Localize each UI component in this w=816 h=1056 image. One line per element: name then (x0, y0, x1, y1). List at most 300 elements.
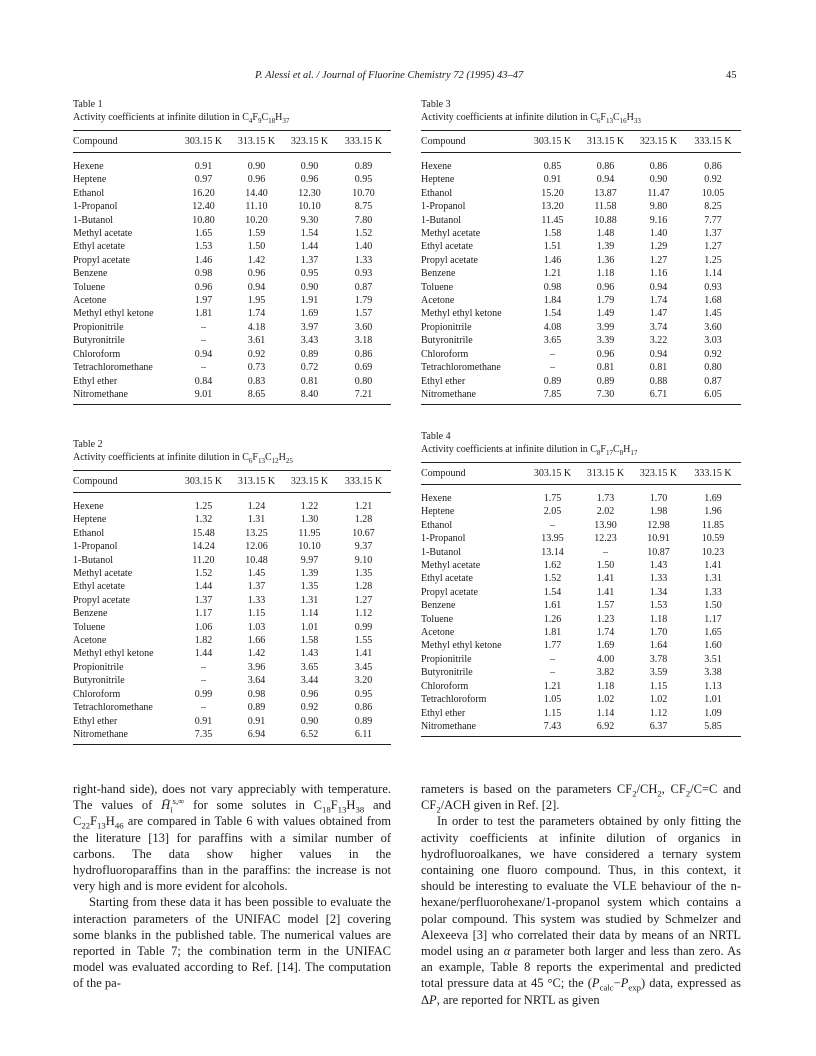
value-cell: 0.91 (194, 161, 213, 172)
value-cell: 0.96 (300, 174, 319, 186)
data-table (421, 130, 741, 405)
value-cell: 0.93 (354, 268, 373, 280)
value-cell: 1.27 (354, 594, 373, 606)
table-label: Table 1 (73, 99, 103, 110)
compound-cell: Toluene (73, 621, 106, 633)
value-cell: 3.18 (354, 335, 373, 347)
value-cell: 0.83 (247, 375, 266, 387)
table-row (73, 554, 391, 567)
value-cell: 1.17 (704, 613, 722, 625)
value-cell: – (201, 661, 206, 673)
table-row (421, 720, 741, 737)
value-cell: 0.90 (300, 161, 319, 172)
data-table (73, 470, 391, 745)
compound-cell: Hexene (73, 501, 104, 512)
value-cell: 11.10 (245, 201, 268, 213)
value-cell: 0.73 (247, 362, 266, 374)
compound-cell: Propyl acetate (421, 586, 478, 598)
value-cell: 1.44 (300, 241, 319, 253)
value-cell: 0.99 (354, 621, 373, 633)
value-cell: 7.77 (704, 214, 722, 226)
compound-cell: Butyronitrile (73, 335, 125, 347)
compound-cell: Tetrachloroform (421, 694, 487, 706)
value-cell: 0.86 (704, 161, 722, 172)
table-row (73, 621, 391, 634)
table-caption: Activity coefficients at infinite dilution in $C_8F_{17}C_8H_{17}$ (421, 444, 638, 457)
value-cell: 9.16 (649, 214, 668, 226)
value-cell: 1.35 (300, 581, 319, 593)
table-row (421, 200, 741, 213)
value-cell: 0.87 (354, 281, 373, 293)
value-cell: 1.45 (247, 568, 266, 580)
column-header: 313.15 K (237, 136, 276, 147)
compound-cell: 1-Butanol (421, 546, 461, 558)
compound-cell: Nitromethane (73, 388, 128, 400)
value-cell: 1.77 (543, 640, 562, 652)
value-cell: 0.81 (649, 362, 668, 374)
compound-cell: Toluene (73, 281, 106, 293)
value-cell: 0.85 (543, 161, 562, 172)
value-cell: 1.27 (704, 241, 722, 253)
value-cell: – (201, 321, 206, 333)
value-cell: 1.39 (300, 568, 319, 580)
compound-cell: 1-Butanol (73, 214, 113, 226)
value-cell: 10.48 (245, 554, 268, 566)
compound-cell: Chloroform (73, 348, 121, 360)
value-cell: 1.59 (247, 228, 266, 240)
value-cell: 0.96 (194, 281, 213, 293)
value-cell: 9.01 (194, 388, 213, 400)
value-cell: – (201, 362, 206, 374)
paragraph: Starting from these data it has been possible to evaluate the interaction parameters of the UNIFAC model [2] covering some blanks in the published table. The numerical values are reported in Table 7; the combination term in the UNIFAC model was evaluated according to Ref. [14]. The computation of the pa- (73, 895, 391, 991)
value-cell: 1.16 (649, 268, 668, 280)
compound-cell: Acetone (421, 627, 455, 639)
value-cell: 3.22 (649, 335, 668, 347)
column-header: Compound (73, 136, 118, 147)
value-cell: 1.57 (354, 308, 373, 320)
table-row (421, 254, 741, 267)
value-cell: 6.37 (649, 720, 668, 732)
value-cell: 10.91 (647, 533, 670, 545)
value-cell: 0.95 (300, 268, 319, 280)
value-cell: 1.33 (704, 586, 722, 598)
value-cell: 0.96 (300, 688, 319, 700)
compound-cell: Ethyl acetate (73, 581, 125, 593)
table-row (73, 267, 391, 280)
value-cell: 0.98 (543, 281, 562, 293)
table-row (73, 173, 391, 186)
value-cell: 14.24 (192, 541, 215, 553)
value-cell: 1.53 (649, 600, 668, 612)
compound-cell: 1-Propanol (421, 201, 466, 213)
table-row (73, 647, 391, 660)
value-cell: 1.74 (247, 308, 266, 320)
value-cell: 0.86 (649, 161, 668, 172)
value-cell: 4.08 (543, 321, 562, 333)
value-cell: 1.31 (300, 594, 319, 606)
value-cell: 1.40 (354, 241, 373, 253)
table-row (421, 348, 741, 361)
table-row (73, 728, 391, 745)
value-cell: 0.92 (300, 702, 319, 714)
value-cell: 1.54 (543, 586, 562, 598)
value-cell: 1.01 (300, 621, 319, 633)
column-header: 303.15 K (533, 136, 572, 147)
value-cell: 1.69 (596, 640, 615, 652)
value-cell: 10.67 (352, 527, 375, 539)
value-cell: 11.47 (647, 187, 670, 199)
value-cell: 13.87 (594, 187, 617, 199)
table-row (73, 388, 391, 405)
value-cell: 1.33 (247, 594, 266, 606)
value-cell: 1.68 (704, 295, 722, 307)
table-row (421, 294, 741, 307)
value-cell: 0.92 (704, 174, 722, 186)
table-2 (73, 439, 391, 745)
value-cell: 6.71 (649, 388, 668, 400)
value-cell: 1.02 (596, 694, 615, 706)
value-cell: 2.05 (543, 506, 562, 518)
value-cell: 1.43 (649, 560, 668, 572)
value-cell: 0.86 (354, 702, 373, 714)
table-row (421, 613, 741, 626)
value-cell: 1.62 (543, 560, 562, 572)
compound-cell: Toluene (421, 281, 454, 293)
value-cell: 1.36 (596, 254, 615, 266)
value-cell: 0.95 (354, 174, 373, 186)
value-cell: 1.73 (596, 493, 615, 504)
value-cell: 10.23 (701, 546, 725, 558)
compound-cell: Propyl acetate (73, 594, 130, 606)
value-cell: 3.82 (596, 667, 615, 679)
value-cell: 0.89 (354, 161, 373, 172)
value-cell: 1.44 (194, 581, 213, 593)
value-cell: 6.11 (354, 728, 373, 740)
table-row (73, 580, 391, 593)
table-row (73, 661, 391, 674)
value-cell: 1.21 (543, 268, 562, 280)
column-header: 323.15 K (290, 136, 329, 147)
value-cell: 0.92 (247, 348, 266, 360)
value-cell: 0.86 (596, 161, 615, 172)
value-cell: 3.59 (649, 667, 668, 679)
column-header: 323.15 K (639, 468, 678, 479)
table-row (73, 348, 391, 361)
table-row (73, 153, 391, 174)
compound-cell: 1-Butanol (421, 214, 461, 226)
value-cell: 0.95 (354, 688, 373, 700)
value-cell: 0.81 (596, 362, 615, 374)
value-cell: 1.70 (649, 493, 668, 504)
value-cell: 12.30 (298, 187, 321, 199)
value-cell: 0.86 (354, 348, 373, 360)
value-cell: 1.18 (596, 268, 615, 280)
table-row (421, 173, 741, 186)
value-cell: – (201, 675, 206, 687)
table-row (421, 240, 741, 253)
value-cell: 13.90 (594, 519, 617, 531)
value-cell: 7.35 (194, 728, 213, 740)
table-row (421, 153, 741, 174)
compound-cell: Propionitrile (421, 653, 472, 665)
compound-cell: Benzene (73, 608, 108, 620)
value-cell: 1.25 (704, 254, 722, 266)
value-cell: 6.52 (300, 728, 319, 740)
value-cell: 0.91 (247, 715, 266, 727)
value-cell: 0.81 (300, 375, 319, 387)
value-cell: 0.90 (247, 161, 266, 172)
compound-cell: Ethyl acetate (73, 241, 125, 253)
value-cell: 1.33 (354, 254, 373, 266)
value-cell: 10.10 (298, 201, 321, 213)
table-row (421, 639, 741, 652)
value-cell: 4.18 (247, 321, 266, 333)
table-row (73, 674, 391, 687)
compound-cell: Chloroform (73, 688, 121, 700)
value-cell: 1.79 (354, 295, 373, 307)
value-cell: 1.47 (649, 308, 668, 320)
value-cell: 0.98 (247, 688, 266, 700)
table-row (421, 653, 741, 666)
value-cell: 1.65 (194, 228, 213, 240)
value-cell: 12.40 (192, 201, 215, 213)
value-cell: 1.50 (704, 600, 722, 612)
table-row (73, 594, 391, 607)
value-cell: 1.49 (596, 308, 615, 320)
value-cell: 1.18 (596, 680, 615, 692)
value-cell: 3.65 (543, 335, 562, 347)
value-cell: 0.80 (354, 375, 373, 387)
value-cell: – (603, 546, 608, 558)
compound-cell: Propionitrile (73, 661, 124, 673)
column-header: 313.15 K (586, 136, 625, 147)
value-cell: 7.30 (596, 388, 615, 400)
value-cell: 1.26 (543, 613, 562, 625)
compound-cell: Toluene (421, 613, 454, 625)
value-cell: 15.20 (541, 187, 564, 199)
value-cell: 12.23 (594, 533, 617, 545)
value-cell: 4.00 (596, 653, 615, 665)
value-cell: 0.94 (649, 281, 668, 293)
value-cell: 8.40 (300, 388, 319, 400)
value-cell: 1.43 (300, 648, 319, 660)
compound-cell: Ethanol (73, 187, 105, 199)
value-cell: 3.65 (300, 661, 319, 673)
table-label: Table 2 (73, 439, 103, 450)
value-cell: 1.30 (300, 514, 319, 526)
value-cell: 1.24 (247, 501, 266, 512)
compound-cell: Methyl ethyl ketone (421, 640, 502, 652)
value-cell: 9.30 (300, 214, 319, 226)
compound-cell: Nitromethane (421, 388, 476, 400)
value-cell: – (550, 362, 555, 374)
value-cell: 0.93 (704, 281, 722, 293)
value-cell: 0.94 (247, 281, 266, 293)
column-header: 333.15 K (694, 468, 732, 479)
compound-cell: Ethyl ether (73, 375, 118, 387)
table-row (73, 294, 391, 307)
value-cell: 7.43 (543, 720, 562, 732)
column-header: 333.15 K (694, 136, 732, 147)
value-cell: 1.53 (194, 241, 213, 253)
column-header: 323.15 K (290, 476, 329, 487)
table-row (73, 281, 391, 294)
compound-cell: Butyronitrile (421, 335, 473, 347)
table-row (73, 307, 391, 320)
table-row (73, 493, 391, 514)
compound-cell: Ethanol (421, 187, 453, 199)
value-cell: 10.80 (192, 214, 215, 226)
value-cell: 0.94 (596, 174, 615, 186)
value-cell: 0.97 (194, 174, 213, 186)
value-cell: 3.61 (247, 335, 266, 347)
table-row (421, 281, 741, 294)
value-cell: 1.23 (596, 613, 615, 625)
value-cell: 7.80 (354, 214, 373, 226)
value-cell: 8.75 (354, 201, 373, 213)
table-row (73, 715, 391, 728)
value-cell: 1.60 (704, 640, 722, 652)
compound-cell: Methyl acetate (73, 568, 133, 580)
table-row (73, 254, 391, 267)
compound-cell: Nitromethane (421, 720, 476, 732)
value-cell: 1.25 (194, 501, 213, 512)
value-cell: 1.58 (543, 228, 562, 240)
value-cell: 1.54 (300, 228, 319, 240)
table-row (421, 532, 741, 545)
column-header: 303.15 K (184, 136, 223, 147)
value-cell: 0.87 (704, 375, 722, 387)
value-cell: 1.48 (596, 228, 615, 240)
value-cell: 3.44 (300, 675, 319, 687)
column-header: Compound (421, 468, 466, 479)
table-row (421, 586, 741, 599)
column-header: 313.15 K (237, 476, 276, 487)
compound-cell: Tetrachloromethane (73, 702, 153, 714)
table-row (421, 599, 741, 612)
compound-cell: Propyl acetate (421, 254, 478, 266)
table-row (421, 361, 741, 374)
value-cell: 3.60 (354, 321, 373, 333)
table-row (421, 485, 741, 506)
compound-cell: Nitromethane (73, 728, 128, 740)
data-table (73, 130, 391, 405)
value-cell: 13.25 (245, 527, 268, 539)
value-cell: 1.37 (704, 228, 722, 240)
value-cell: 1.61 (543, 600, 562, 612)
compound-cell: Propionitrile (421, 321, 472, 333)
value-cell: 6.92 (596, 720, 615, 732)
table-caption: Activity coefficients at infinite dilution in $C_4F_9C_{18}H_{37}$ (73, 112, 290, 125)
table-row (421, 572, 741, 585)
value-cell: 1.14 (596, 707, 615, 719)
value-cell: 8.25 (704, 201, 722, 213)
value-cell: 1.14 (300, 608, 319, 620)
paragraph: right-hand side), does not vary appreciably with temperature. The values of $H̄_i^{s,\infty}$ for some solutes in $C_{18}F_{13}H_{38}$ and $C_{22}F_{13}H_{46}$ are compared in Table 6 with values obtained from the literature [13] for paraffins with a similar number of carbons. The data show higher values in the hydrofluoroparaffins than in the paraffins: the increase is not very high and is more evident for alcohols. (73, 782, 391, 894)
value-cell: 1.97 (194, 295, 213, 307)
value-cell: 1.21 (354, 501, 373, 512)
journal-citation: P. Alessi et al. / Journal of Fluorine Chemistry 72 (1995) 43–47 (255, 70, 524, 81)
value-cell: 3.74 (649, 321, 668, 333)
value-cell: 1.28 (354, 581, 373, 593)
column-header: 303.15 K (184, 476, 223, 487)
value-cell: – (550, 519, 555, 531)
data-table (421, 462, 741, 737)
table-row (421, 334, 741, 347)
value-cell: 1.64 (649, 640, 668, 652)
value-cell: 1.02 (649, 694, 668, 706)
table-row (421, 227, 741, 240)
value-cell: 1.05 (543, 694, 562, 706)
value-cell: 1.39 (596, 241, 615, 253)
value-cell: 1.40 (649, 228, 668, 240)
value-cell: 0.88 (649, 375, 668, 387)
compound-cell: Ethyl ether (421, 707, 466, 719)
column-header: 313.15 K (586, 468, 625, 479)
value-cell: 11.58 (594, 201, 617, 213)
value-cell: 1.55 (354, 635, 373, 647)
value-cell: 1.18 (649, 613, 668, 625)
column-header: 303.15 K (533, 468, 572, 479)
value-cell: 10.20 (245, 214, 268, 226)
value-cell: 1.09 (704, 707, 722, 719)
compound-cell: Ethyl ether (73, 715, 118, 727)
compound-cell: Heptene (421, 174, 455, 186)
value-cell: 0.90 (300, 281, 319, 293)
value-cell: 1.33 (649, 573, 668, 585)
value-cell: 1.46 (543, 254, 562, 266)
value-cell: 10.88 (594, 214, 617, 226)
compound-cell: Butyronitrile (421, 667, 473, 679)
value-cell: 1.52 (354, 228, 373, 240)
value-cell: 1.13 (704, 680, 722, 692)
value-cell: 9.10 (354, 554, 373, 566)
compound-cell: Ethyl ether (421, 375, 466, 387)
table-row (421, 546, 741, 559)
value-cell: 1.31 (704, 573, 722, 585)
compound-cell: Ethanol (73, 527, 105, 539)
compound-cell: Hexene (73, 161, 104, 172)
value-cell: 1.06 (194, 621, 213, 633)
compound-cell: Heptene (73, 174, 107, 186)
table-row (421, 388, 741, 405)
value-cell: 1.70 (649, 627, 668, 639)
value-cell: 1.15 (543, 707, 562, 719)
value-cell: 1.46 (194, 254, 213, 266)
value-cell: 6.94 (247, 728, 266, 740)
value-cell: 0.91 (543, 174, 562, 186)
table-row (73, 540, 391, 553)
compound-cell: Hexene (421, 161, 452, 172)
value-cell: 10.05 (701, 187, 725, 199)
compound-cell: Methyl ethyl ketone (73, 648, 154, 660)
table-row (73, 321, 391, 334)
value-cell: – (550, 667, 555, 679)
value-cell: 0.89 (300, 348, 319, 360)
value-cell: 1.79 (596, 295, 615, 307)
compound-cell: Methyl ethyl ketone (73, 308, 154, 320)
value-cell: 13.14 (541, 546, 564, 558)
table-1 (73, 99, 391, 405)
value-cell: 1.50 (596, 560, 615, 572)
value-cell: 1.41 (596, 586, 615, 598)
value-cell: 1.12 (649, 707, 668, 719)
table-row (73, 567, 391, 580)
table-row (73, 227, 391, 240)
value-cell: 0.89 (354, 715, 373, 727)
value-cell: 1.57 (596, 600, 615, 612)
table-4 (421, 431, 741, 737)
